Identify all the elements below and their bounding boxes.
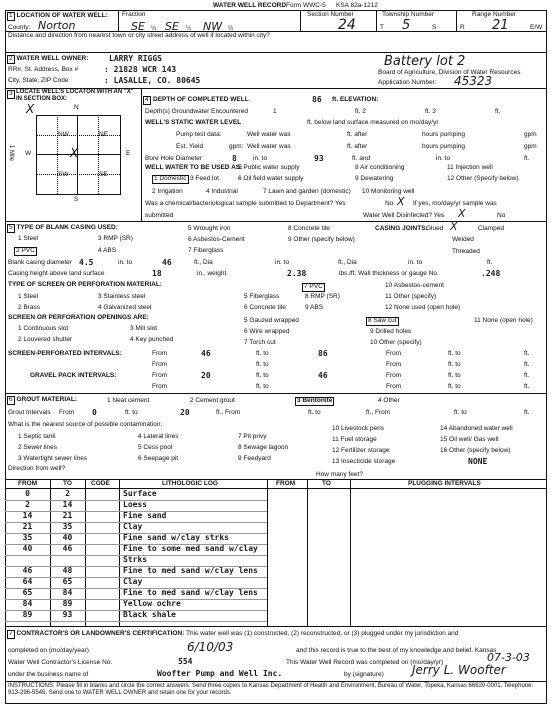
height-label: Casing height above land surface xyxy=(8,270,105,277)
log-to[interactable]: 65 xyxy=(62,577,73,586)
log-from[interactable]: 84 xyxy=(22,599,33,608)
log-description[interactable]: Fine to some med sand w/clay xyxy=(123,544,258,553)
section-5-number: 5 xyxy=(9,224,13,231)
section-grid xyxy=(36,115,121,195)
battery-note: Battery lot 2 xyxy=(384,54,466,69)
owner-name[interactable]: LARRY RIGGS xyxy=(109,54,162,63)
signature[interactable]: Jerry L. Woofter xyxy=(412,663,506,677)
casing-weight[interactable]: 2.38 xyxy=(287,269,307,278)
completed-label: completed on (mo/day/year) xyxy=(8,647,89,654)
log-description[interactable]: Fine sand w/clay strks xyxy=(123,533,229,542)
col-plugging: PLUGGING INTERVALS xyxy=(408,480,481,487)
log-description[interactable]: Black shale xyxy=(123,610,176,619)
chem-no-mark[interactable]: X xyxy=(397,195,405,208)
log-description[interactable]: Yellow ochre xyxy=(123,599,181,608)
log-description[interactable]: Fine to med sand w/clay lens xyxy=(123,566,258,575)
col-from: FROM xyxy=(18,480,38,487)
casing-pvc-selected[interactable]: 2 PVC xyxy=(16,247,35,254)
blank-to[interactable]: 46 xyxy=(162,258,172,267)
section-6-number: 6 xyxy=(9,396,13,403)
section-number-label: Section Number xyxy=(307,11,354,18)
board-label: Board of Agriculture, Division of Water Resources xyxy=(378,69,521,76)
chem-question: Was a chemical/bacteriological sample submitted to Department? Yes xyxy=(145,200,346,207)
col-lithologic: LITHOLOGIC LOG xyxy=(162,480,218,487)
screen-from[interactable]: 46 xyxy=(201,349,211,358)
certification-heading: CONTRACTOR'S OR LANDOWNER'S CERTIFICATION: xyxy=(16,630,185,637)
license-label: Water Well Contractor's License No. xyxy=(8,659,113,666)
log-to[interactable]: 35 xyxy=(62,522,73,531)
how-many-feet-label: How many feet? xyxy=(316,471,363,478)
fraction-1[interactable]: SE xyxy=(131,20,145,33)
log-to[interactable]: 46 xyxy=(62,544,73,553)
log-to[interactable]: 84 xyxy=(62,588,73,597)
casing-type-label: TYPE OF BLANK CASING USED: xyxy=(16,224,118,231)
log-description[interactable]: Fine to med sand w/clay lens xyxy=(123,588,258,597)
log-to[interactable]: 21 xyxy=(62,511,73,520)
township-value[interactable]: 5 xyxy=(402,18,411,33)
log-description[interactable]: Clay xyxy=(123,522,143,531)
log-from[interactable]: 46 xyxy=(22,566,33,575)
completed-date[interactable]: 6/10/03 xyxy=(187,640,234,654)
col-from-2: FROM xyxy=(276,480,296,487)
range-value[interactable]: 21 xyxy=(492,18,509,33)
owner-city[interactable]: : LASALLE, CO. 80645 xyxy=(104,76,201,85)
log-description[interactable]: Strks xyxy=(123,555,148,564)
gravel-to[interactable]: 46 xyxy=(318,371,328,380)
section-3-number: 3 xyxy=(9,90,13,97)
blank-diameter-label: Blank casing diameter xyxy=(8,259,72,266)
application-number[interactable]: 45323 xyxy=(454,74,493,88)
col-code: CODE xyxy=(91,480,110,487)
log-to[interactable]: 40 xyxy=(62,533,73,542)
address-label: RR#, St. Address, Box # xyxy=(8,66,79,73)
city-label: City, State, ZIP Code xyxy=(8,77,69,84)
log-description[interactable]: Fine sand xyxy=(123,511,167,520)
grout-intervals-label: Grout Intervals xyxy=(8,409,51,416)
range-label: Range Number xyxy=(472,11,517,18)
log-description[interactable]: Clay xyxy=(123,577,143,586)
x-mark-corner: X xyxy=(26,102,35,116)
grout-label: GROUT MATERIAL: xyxy=(16,396,77,403)
record-date[interactable]: 07-3-03 xyxy=(487,651,530,664)
county-value[interactable]: Norton xyxy=(38,19,76,32)
use-label: WELL WATER TO BE USED AS: xyxy=(145,164,243,171)
log-to[interactable]: 89 xyxy=(62,599,73,608)
static-level-label: WELL'S STATIC WATER LEVEL xyxy=(145,119,242,126)
log-from[interactable]: 64 xyxy=(22,577,33,586)
use-domestic-selected[interactable]: 1 Domestic xyxy=(154,175,187,182)
log-from[interactable]: 40 xyxy=(22,544,33,553)
locate-heading: LOCATE WELL'S LOCATON WITH AN "X" IN SECTION BOX: xyxy=(16,89,134,102)
owner-address[interactable]: : 21828 WCR 143 xyxy=(104,65,177,74)
log-from[interactable]: 2 xyxy=(25,500,30,509)
col-to: TO xyxy=(63,480,72,487)
log-description[interactable]: Surface xyxy=(123,489,157,498)
bore-depth[interactable]: 93 xyxy=(314,154,324,163)
location-heading: LOCATION OF WATER WELL: xyxy=(16,12,108,19)
gravel-intervals-label: GRAVEL PACK INTERVALS: xyxy=(30,372,117,379)
ksa-ref: KSA 82a-1212 xyxy=(336,2,378,9)
form-number: Form WWC-5 xyxy=(286,2,326,9)
license-number[interactable]: 554 xyxy=(178,657,193,666)
screen-type-label: TYPE OF SCREEN OR PERFORATION MATERIAL: xyxy=(8,281,162,288)
log-description[interactable]: Loess xyxy=(123,500,148,509)
grout-from[interactable]: 0 xyxy=(92,408,97,417)
log-to[interactable]: 93 xyxy=(62,610,73,619)
log-from[interactable]: 89 xyxy=(22,610,33,619)
joints-label: CASING JOINTS: xyxy=(375,225,428,232)
business-label: under the business name of xyxy=(8,671,89,678)
x-mark-location: X xyxy=(70,146,79,160)
log-to[interactable]: 2 xyxy=(65,489,70,498)
log-from[interactable]: 35 xyxy=(22,533,33,542)
county-label: County: xyxy=(8,24,31,31)
bore-label: Bore Hole Diameter xyxy=(145,155,203,162)
section-1-number: 1 xyxy=(9,12,13,19)
section-2-number: 2 xyxy=(9,55,13,62)
bore-diameter[interactable]: 8 xyxy=(232,154,237,163)
casing-height[interactable]: 18 xyxy=(152,269,162,278)
fraction-2[interactable]: SE xyxy=(165,20,179,33)
contamination-value[interactable]: NONE xyxy=(468,457,488,466)
section-7-number: 7 xyxy=(9,630,13,637)
contamination-label: What is the nearest source of possible contamination: xyxy=(8,421,163,428)
form-title: WATER WELL RECORD xyxy=(213,2,287,9)
log-to[interactable]: 48 xyxy=(62,566,73,575)
owner-heading: WATER WELL OWNER: xyxy=(16,55,89,62)
distance-label: Distance and direction from nearest town or city street address of well if located within city? xyxy=(8,32,270,39)
groundwater-label: Depth(s) Groundwater Encountered xyxy=(145,108,248,115)
log-from[interactable]: 0 xyxy=(25,489,30,498)
township-label: Township Number xyxy=(382,11,435,18)
glued-mark[interactable]: X xyxy=(450,220,458,233)
instructions: INSTRUCTIONS: Please fill in blanks and circle the correct answers. Send three copies to Kansas Department of Health and Environment, Bureau of Water, Topeka, Kansas 66620-0001. Telephone: 913-296-5545. Send one to WATER WELL OWNER and retain one for your records. xyxy=(8,683,534,696)
gravel-from[interactable]: 20 xyxy=(201,371,211,380)
log-from[interactable]: 14 xyxy=(22,511,33,520)
saw-cut-selected[interactable]: 8 Saw cut xyxy=(368,317,397,324)
screen-intervals-label: SCREEN-PERFORATED INTERVALS: xyxy=(8,350,122,357)
blank-diameter[interactable]: 4.5 xyxy=(79,258,94,267)
col-to-2: TO xyxy=(322,480,331,487)
grout-bentonite-selected[interactable]: 3 Bentonite xyxy=(297,397,333,404)
grout-to[interactable]: 20 xyxy=(180,408,190,417)
log-from[interactable]: 21 xyxy=(22,522,33,531)
screen-to[interactable]: 86 xyxy=(318,349,328,358)
disinfected-yes-mark[interactable]: X xyxy=(458,207,466,220)
screen-pvc-selected[interactable]: 7 PVC xyxy=(304,283,323,290)
log-from[interactable]: 65 xyxy=(22,588,33,597)
application-label: Application Number: xyxy=(378,79,437,86)
fraction-3[interactable]: NW xyxy=(203,20,223,33)
openings-label: SCREEN OR PERFORATION OPENINGS ARE: xyxy=(8,314,149,321)
direction-label: Direction from well? xyxy=(8,465,66,472)
section-4-number: 4 xyxy=(145,96,149,103)
depth-label: DEPTH OF COMPLETED WELL xyxy=(153,96,249,103)
log-to[interactable]: 14 xyxy=(62,500,73,509)
section-number-value[interactable]: 24 xyxy=(338,17,356,33)
mile-label: 1 Mile xyxy=(8,145,14,162)
depth-value[interactable]: 86 xyxy=(312,95,322,104)
gauge-number[interactable]: .248 xyxy=(481,269,501,278)
fraction-label: Fraction xyxy=(122,11,146,18)
business-name[interactable]: Woofter Pump and Well Inc. xyxy=(157,669,283,678)
